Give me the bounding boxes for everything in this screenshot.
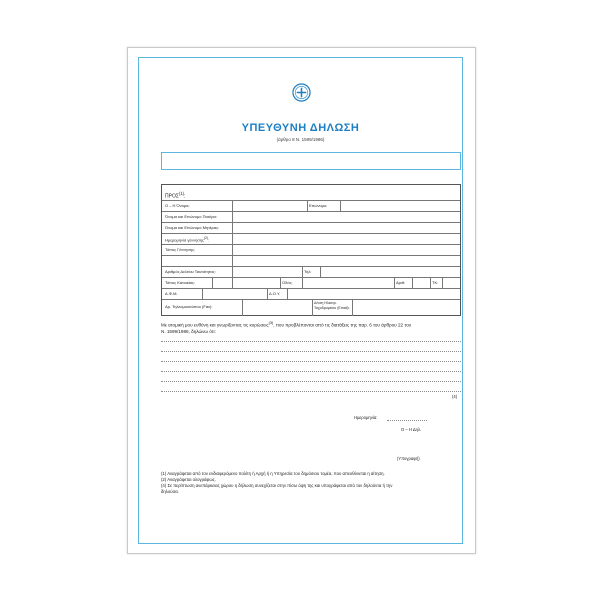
father-field[interactable] — [233, 212, 459, 220]
fax-label: Αρ. Τηλεομοιοτύπου (Fax): — [165, 304, 213, 309]
declaration-line[interactable] — [161, 341, 461, 342]
declaration-text-1: Με ατομική μου ευθύνη και γνωρίζοντας τις κυρώσεις — [161, 322, 269, 328]
residence-field[interactable] — [213, 278, 279, 286]
afm-field[interactable] — [203, 289, 266, 297]
fax-field[interactable] — [243, 301, 311, 309]
number-field[interactable] — [413, 278, 429, 286]
id-number-field[interactable] — [233, 267, 301, 275]
form-title: ΥΠΕΥΘΥΝΗ ΔΗΛΩΣΗ — [241, 122, 360, 134]
signature-label: (Υπογραφή) — [397, 456, 420, 461]
name-field[interactable] — [233, 201, 305, 209]
form-border — [138, 57, 463, 544]
surname-field[interactable] — [341, 201, 459, 209]
birthdate-label: Ημερομηνία γέννησης — [165, 237, 204, 243]
street-field[interactable] — [303, 278, 393, 286]
footnote: (2) Αναγράφεται ολογράφως. — [161, 477, 216, 482]
birthplace-field[interactable] — [233, 245, 459, 253]
doy-label: Δ.Ο.Υ. — [269, 291, 281, 296]
email-label: Δ/νση Ηλεκτρ. Ταχυδρομείου (Email): — [314, 301, 350, 310]
pros-note: (1) — [178, 191, 185, 196]
number-label: Αριθ: — [396, 280, 406, 285]
declaration-line[interactable] — [161, 391, 461, 392]
form-sheet — [127, 47, 476, 554]
birthdate-field[interactable] — [233, 234, 459, 242]
street-label: Οδός: — [282, 280, 293, 285]
date-field[interactable] — [387, 420, 427, 421]
signer-label: Ο – Η Δηλ. — [401, 427, 422, 432]
doy-field[interactable] — [288, 289, 459, 297]
declaration-note-4: (4) — [452, 394, 458, 399]
surname-label: Επώνυμο: — [309, 203, 328, 208]
declaration-text-2: , που προβλέπονται από τις διατάξεις της παρ. 6 του άρθρου 22 του — [273, 322, 412, 328]
residence-label: Τόπος Κατοικίας: — [165, 280, 195, 285]
postcode-field[interactable] — [443, 278, 459, 286]
birthdate-note: (2) — [203, 236, 209, 240]
declaration-line[interactable] — [161, 371, 461, 372]
declaration-text — [161, 320, 461, 335]
greek-emblem-icon — [292, 83, 311, 102]
footnote: δηλούσα. — [161, 489, 179, 494]
declaration-line[interactable] — [161, 381, 461, 382]
father-label: Όνομα και Επώνυμο Πατέρα: — [165, 214, 217, 219]
pros-label: ΠΡΟΣ — [165, 193, 179, 200]
postcode-label: ΤΚ: — [432, 280, 439, 285]
declaration-line[interactable] — [161, 361, 461, 362]
date-label: Ημερομηνία: — [354, 415, 378, 420]
footnote: (4) Σε περίπτωση ανεπάρκειας χώρου η δήλωση συνεχίζεται στην πίσω όψη της και υπογράφεται από τον δηλούντα ή την — [161, 483, 393, 488]
mother-label: Όνομα και Επώνυμο Μητέρας: — [165, 225, 220, 230]
pros-field[interactable] — [202, 189, 457, 197]
birthplace-label: Τόπος Γέννησης: — [165, 247, 196, 252]
phone-field[interactable] — [321, 267, 459, 275]
name-label: Ο – Η Όνομα: — [165, 203, 190, 208]
mother-field[interactable] — [233, 223, 459, 231]
afm-label: Α.Φ.Μ. — [165, 291, 178, 296]
phone-label: Τηλ: — [304, 269, 312, 274]
footnote: (1) Αναγράφεται από τον ενδιαφερόμενο πολίτη ή Αρχή ή η Υπηρεσία του δημόσιου τομέα, που απευθύνεται η αίτηση. — [161, 471, 385, 476]
declaration-note-3: (3) — [268, 321, 274, 325]
email-field[interactable] — [353, 301, 459, 309]
personal-details-table: ΠΡΟΣ$^{(1)}$: Ο – Η Όνομα: Επώνυμο: Όνομα και Επώνυμο Πατέρα: Όνομα και Επώνυμο Μητέρας: Ημερομηνία γέννησης$^{(2)}$: Τόπος Γέννησης: Αριθμός Δελτίου Ταυτότητας: Τηλ: Τόπος Κατοικίας: Οδός: Αριθ: ΤΚ: Α.Φ.Μ. Δ.Ο.Υ. Αρ. Τηλεομοιοτύπου (Fax): Δ/νση Ηλεκτρ. Ταχυδρομείου (Email): — [161, 184, 461, 316]
form-subtitle: (άρθρο 8 Ν. 1599/1986) — [276, 137, 325, 142]
notice-box — [161, 152, 461, 170]
declaration-text-3: Ν. 1599/1986, δηλώνω ότι: — [161, 328, 216, 334]
id-number-label: Αριθμός Δελτίου Ταυτότητας: — [165, 269, 216, 274]
declaration-line[interactable] — [161, 351, 461, 352]
